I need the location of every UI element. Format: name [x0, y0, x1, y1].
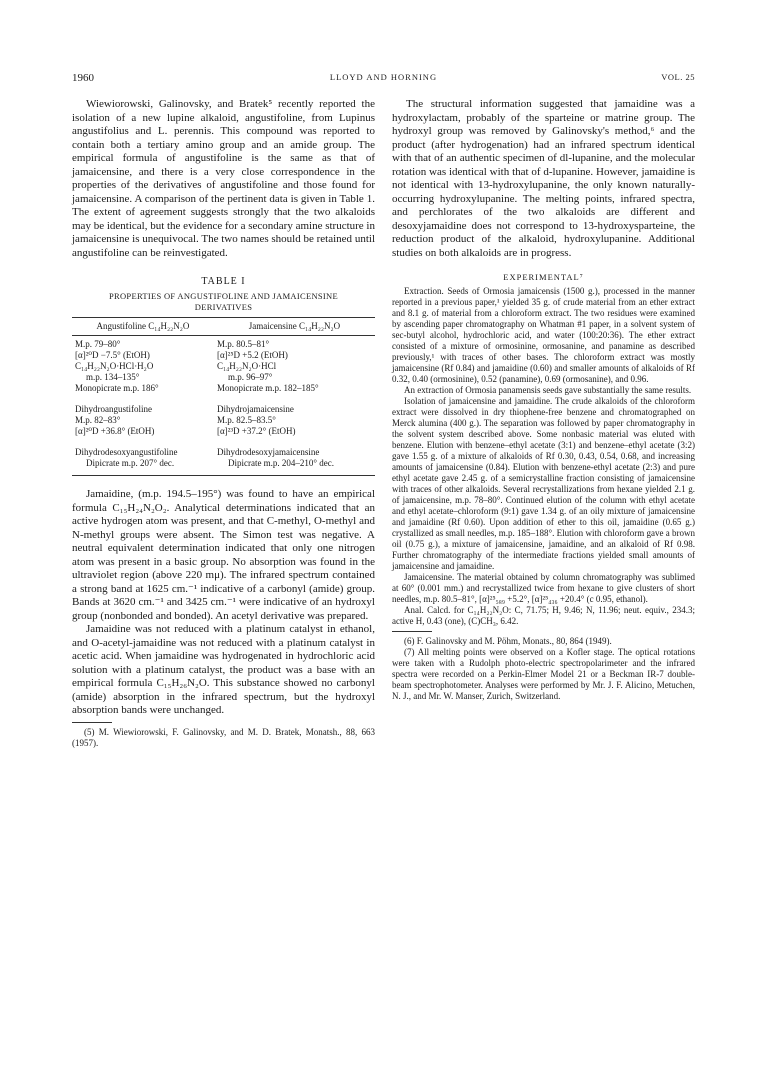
- experimental-heading: EXPERIMENTAL⁷: [503, 272, 584, 282]
- table-header-angustifoline: Angustifoline C₁₄H₂₂N₂O: [72, 318, 214, 336]
- right-column: [392, 98, 695, 702]
- table-cell: Dihydroangustifoline: [75, 404, 152, 414]
- table-cell: Monopicrate m.p. 186°: [75, 383, 159, 393]
- jamaicensine-paragraph: Jamaicensine. The material obtained by column chromatography was sublimed at 60° (0.001 mm.) and recrystallized twice from hexane to give clusters of short needles, m.p. 80.5–81°, [α]²⁵₅₈₉ +5.2°, [α]²⁵₄₃₆ +20.4° (c 0.95, ethanol).: [392, 572, 695, 604]
- intro-paragraph: Wiewiorowski, Galinovsky, and Bratek⁵ recently reported the isolation of a new lupine alkaloid, angustifoline, from Lupinus angustifolius and L. perennis. This compound was reported to contain both a tertiary amino group and an amide group. The empirical formula of angustifoline is the same as that of jamaicensine, and there is a very close correspondence in the properties of the derivatives of angustifoline and those found for jamaicensine. A comparison of the pertinent data is given in Table 1. The extent of agreement suggests strongly that the two alkaloids may be identical, but the evidence for a secondary amine structure in jamaicensine is unequivocal. The two names should be retained until angustifoline can be reinvestigated.: [72, 98, 375, 259]
- volume-label: VOL. 25: [661, 72, 695, 82]
- page-number: 1960: [72, 72, 94, 84]
- table-header-jamaicensine: Jamaicensine C₁₄H₂₂N₂O: [214, 318, 375, 336]
- table-cell: Dihydrojamaicensine: [216, 404, 294, 414]
- table-cell: C₁₄H₂₂N₂O·HCl·H₂O: [75, 361, 154, 371]
- footnote-5: (5) M. Wiewiorowski, F. Galinovsky, and M. D. Bratek, Monatsh., 88, 663 (1957).: [72, 726, 375, 748]
- table-title: TABLE I: [201, 276, 246, 287]
- table-cell: M.p. 80.5–81°: [216, 339, 270, 349]
- platinum-paragraph: Jamaidine was not reduced with a platinum catalyst in ethanol, and O-acetyl-jamaidine was not reduced with a platinum catalyst in acetic acid. When jamaidine was hydrogenated in hydrochloric acid solution with a platinum catalyst, the product was a base with an empirical formula C₁₅H₂₆N₂O. This substance showed no carbonyl (amide) absorption in the infrared spectrum, but the hydroxyl absorption bands were unchanged.: [72, 623, 375, 716]
- analysis-paragraph: Anal. Calcd. for C₁₄H₂₂N₂O: C, 71.75; H, 9.46; N, 11.96; neut. equiv., 234.3; active H, 0.43 (one), (C)CH₃, 6.42.: [392, 605, 695, 626]
- table-cell: M.p. 82.5–83.5°: [216, 415, 276, 425]
- footnote-divider: [72, 722, 112, 723]
- table-cell: Dipicrate m.p. 204–210° dec.: [214, 458, 375, 476]
- footnote-6: (6) F. Galinovsky and M. Pöhm, Monats., 80, 864 (1949).: [404, 636, 612, 646]
- table-cell: [α]²⁵D +5.2 (EtOH): [216, 350, 288, 360]
- table-cell: Dihydrodesoxyangustifoline: [75, 447, 178, 457]
- structural-paragraph: The structural information suggested that jamaidine was a hydroxylactam, probably of the sparteine or matrine group. The hydroxyl group was removed by Galinovsky's method,⁶ and the product (after hydrogenation) had an infrared spectrum identical with that of an authentic specimen of dl-lupanine, and the molecular rotation was identical with that of d-lupanine. However, jamaidine is not identical with 13-hydroxylupanine, the only known naturally-occurring hydroxylupanine. The melting points, infrared spectra, and perchlorates of the two alkaloids are different and desoxyjamaidine does not correspond to 13-hydroxysparteine, the reduction product of the alkaloid, hydroxylupanine. Additional studies on both alkaloids are in progress.: [392, 98, 695, 259]
- page-header: [72, 72, 695, 86]
- jamaidine-paragraph: Jamaidine, (m.p. 194.5–195°) was found to have an empirical formula C₁₅H₂₄N₂O₂. Analytical determinations indicated that an active hydrogen atom was present, and that C-methyl, O-methyl and N-methyl groups were absent. The Simon test was negative. A neutral equivalent determination indicated that only one nitrogen atom was present in a basic group. No absorption was found in the ultraviolet region (above 220 mμ). The infrared spectrum contained a strong band at 1625 cm.⁻¹ indicative of a carbonyl (amide) group. Bands at 3620 cm.⁻¹ and 3425 cm.⁻¹ were indicative of an hydroxyl group (nonbonded and bonded). An acetyl derivative was prepared.: [72, 488, 375, 622]
- panamensis-paragraph: An extraction of Ormosia panamensis seeds gave substantially the same results.: [404, 385, 692, 395]
- table-cell: [α]²⁰D −7.5° (EtOH): [75, 350, 150, 360]
- footnote-divider-right: [392, 631, 432, 632]
- table-caption: PROPERTIES OF ANGUSTIFOLINE AND JAMAICENSINE DERIVATIVES: [109, 291, 338, 312]
- footnote-7: (7) All melting points were observed on a Kofler stage. The optical rotations were taken with a Rudolph photo-electric spectropolarimeter and the infrared spectra were recorded on a Perkin-Elmer Model 21 or a Beckman IR-7 double-beam spectrophotometer. Analyses were performed by Mr. J. F. Alicino, Metuchen, N. J., and Mr. W. Manser, Zurich, Switzerland.: [392, 647, 695, 701]
- table-cell: m.p. 96–97°: [227, 372, 273, 382]
- table-cell: [α]²⁰D +36.8° (EtOH): [75, 426, 155, 436]
- left-column: [72, 98, 375, 749]
- table-cell: M.p. 79–80°: [75, 339, 121, 349]
- extraction-paragraph: Extraction. Seeds of Ormosia jamaicensis (1500 g.), processed in the manner reported in a previous paper,¹ yielded 35 g. of crude material from an ether extract and 8.1 g. of material from a chloroform extract. The two residues were examined by ascending paper chromatography on Whatman #1 paper, in a solvent system of sec-butyl alcohol, hydrochloric acid, and water (100:20:36). The ether extract consisted of a mixture of ormosinine, ormosanine, and panamine as described previously,¹ with traces of other bases. The chloroform extract was mostly jamaicensine (Rf 0.84) and jamaidine (0.60) and smaller amounts of alkaloids of Rf 0.32, 0.40 (ormosinine), 0.52 (panamine), 0.69 (ormosanine), and 0.96.: [392, 286, 695, 384]
- table-cell: C₁₄H₂₂N₂O·HCl: [216, 361, 277, 371]
- running-title: LLOYD AND HORNING: [329, 72, 438, 82]
- table-cell: Monopicrate m.p. 182–185°: [216, 383, 319, 393]
- table-cell: Dihydrodesoxyjamaicensine: [216, 447, 320, 457]
- table-cell: [α]²³D +37.2° (EtOH): [216, 426, 296, 436]
- table-cell: M.p. 82–83°: [75, 415, 121, 425]
- table-cell: Dipicrate m.p. 207° dec.: [72, 458, 214, 476]
- isolation-paragraph: Isolation of jamaicensine and jamaidine. The crude alkaloids of the chloroform extract were dissolved in dry thiophene-free benzene and chromatographed on Merck alumina (400 g.). The separation was followed by paper chromatography in the solvent system described above. Some nonbasic material was eluted with benzene. Elution with benzene–ethyl acetate (3:1) and benzene–ethyl acetate (3:2) gave 1.55 g. of a mixture of alkaloids of Rf 0.30, 0.43, 0.54, 0.68, and increasing amounts of jamaicensine (0.84). Elution with benzene-ethyl acetate (2:3) and pure ethyl acetate gave 2.45 g. of a semicrystalline fraction consisting of jamaicensine with traces of other alkaloids. Several recrystallizations from hexane yielded 2.1 g. of jamaicensine, m.p. 78–80°. Continued elution of the column with ethyl acetate and ethyl acetate–chloroform (9:1) gave 1.34 g. of an oily mixture of jamaicensine and jamaidine (Rf 0.60). Upon addition of ether to this oil, jamaidine (0.65 g.) crystallized as small needles, m.p. 185–188°. Elution with chloroform gave a brown oil (0.75 g.), a mixture of jamaicensine, jamaidine, and an alkaloid of Rf 0.98. Further chromatography of the intermediate fractions yielded small amounts of jamaicensine and jamaidine.: [392, 396, 695, 571]
- table-cell: m.p. 134–135°: [86, 372, 140, 382]
- properties-table: [72, 317, 375, 476]
